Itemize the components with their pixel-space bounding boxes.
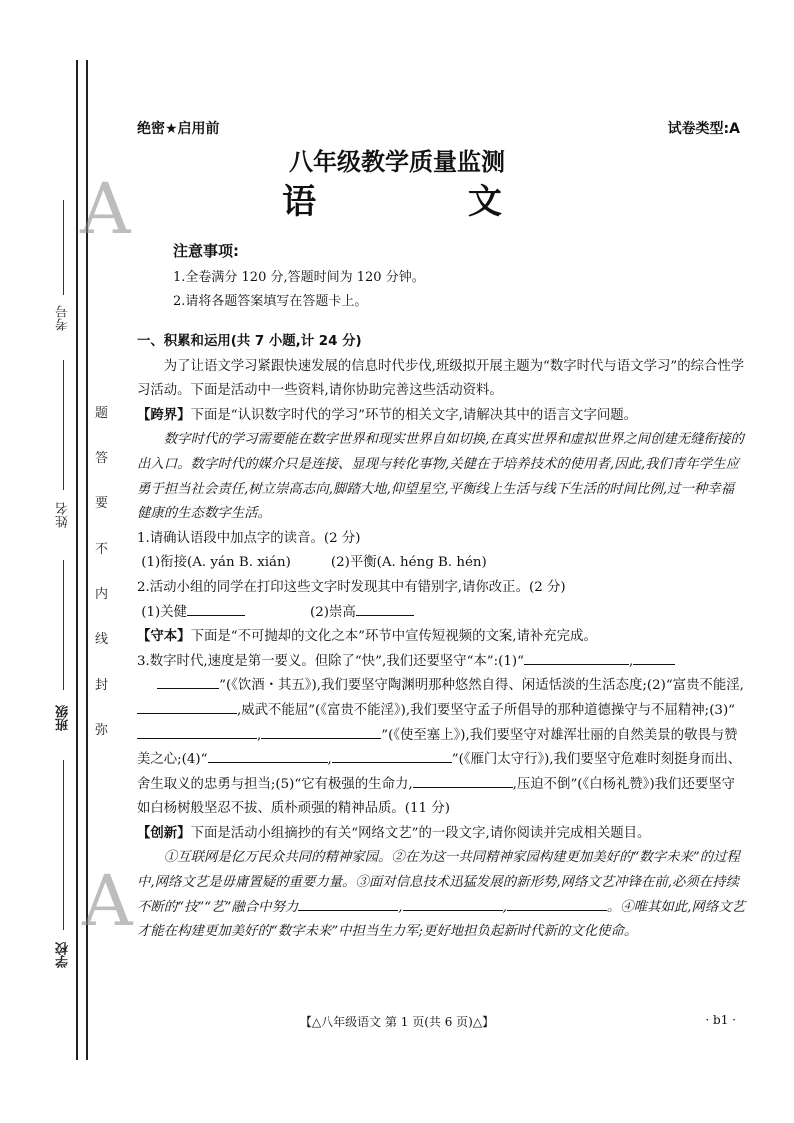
question-1: 1.请确认语段中加点字的读音。(2 分)	[137, 530, 361, 546]
subject-title: 语 文	[282, 182, 572, 222]
exam-no-label: 考号	[56, 305, 71, 331]
seal-char-6: 线	[95, 632, 109, 647]
passage-2-text-a: ①互联网是亿万民众共同的精神家园。②在为这一共同精神家园构建更加美好的“数字未来”的过程中,网络文艺是毋庸置疑的重要力量。③面对信息技术迅猛发展的新形势,网络文艺冲锋在前,必须在持续不断的“技”“艺”融合中努力	[137, 850, 740, 915]
q2-blank-1[interactable]	[187, 601, 245, 616]
part2-text: 下面是“不可抛却的文化之本”环节中宣传短视频的文案,请补充完成。	[190, 629, 597, 645]
part2-tag: 【守本】	[137, 629, 191, 645]
seal-char-3: 要	[95, 496, 109, 511]
page-title: 八年级教学质量监测	[289, 148, 505, 176]
q3-blank-2[interactable]	[633, 650, 675, 665]
part1-instruction	[137, 404, 747, 429]
q3-blank-1[interactable]	[524, 650, 629, 665]
name-label: 姓名	[56, 502, 71, 528]
class-label: 班级	[56, 705, 71, 731]
q3-blank-4[interactable]	[137, 724, 257, 739]
page-mark: · b1 ·	[705, 1013, 736, 1027]
question-content	[137, 330, 747, 945]
part3-tag: 【创新】	[137, 825, 191, 841]
page-footer: 【△八年级语文 第 1 页(共 6 页)△】	[299, 1015, 495, 1029]
part3-instruction	[137, 822, 747, 847]
q3-blank-5[interactable]	[261, 724, 381, 739]
school-line	[63, 760, 64, 930]
question-3: 3.数字时代,速度是第一要义。但除了“快”,我们还要坚守“本”:(1)“ , ”(《饮酒・其五》),我们要坚守陶渊明那种悠然自得、闲适恬淡的生活态度;(2)“富贵不能淫,,威武不能屈”(《富贵不能淫》),我们要坚守孟子所倡导的那种道德操守与不屈精神;(3)“, ”(《使至塞上》),我们要坚守对雄浑壮丽的自然美景的敬畏与赞美之心;(4)“ , ”(《雁门太守行》),我们要坚守危难时刻挺身而出、舍生取义的忠勇与担当;(5)“它有极强的生命力, ,压迫不倒”(《白杨礼赞》)我们还要坚守如白杨树般坚忍不拔、质朴顽强的精神品质。(11 分)	[137, 650, 747, 822]
part1-tag: 【跨界】	[137, 407, 191, 423]
q3-blank-6[interactable]	[208, 748, 328, 763]
part1-text: 下面是“认识数字时代的学习”环节的相关文字,请解决其中的语言文字问题。	[190, 407, 638, 423]
p2-blank-3[interactable]	[507, 896, 607, 911]
passage-1: 数字时代的学习需要能在数字世界和现实世界自如切换,在真实世界和虚拟世界之间创建无缝衔接的出入口。数字时代的媒介只是连接、显现与转化事物,关健在于培养技术的使用者,因此,我们青年学生应勇于担当社会责任,树立崇高志向,脚踏大地,仰望星空,平衡线上生活与线下生活的时间比例,过一种幸福健康的生态数字生活。	[137, 432, 744, 522]
seal-char-7: 封	[95, 678, 109, 693]
paper-type: 试卷类型:A	[667, 121, 740, 137]
notice-item-1: 1.全卷满分 120 分,答题时间为 120 分钟。	[173, 270, 425, 285]
q3-blank-3[interactable]	[137, 699, 237, 714]
watermark-a-bottom: A	[82, 860, 133, 942]
section-heading: 一、积累和运用(共 7 小题,计 24 分)	[137, 334, 362, 349]
school-label: 学校	[56, 942, 71, 968]
q3-text-a: 3.数字时代,速度是第一要义。但除了“快”,我们还要坚守“本”:(1)“	[137, 653, 524, 669]
seal-char-2: 答	[95, 451, 109, 466]
seal-char-8: 弥	[95, 723, 109, 738]
q2-option-1: (1)关健	[141, 604, 188, 620]
class-line	[63, 560, 64, 690]
question-1-options	[137, 551, 747, 576]
question-2-options	[137, 601, 747, 626]
passage-2: ①互联网是亿万民众共同的精神家园。②在为这一共同精神家园构建更加美好的“数字未来”的过程中,网络文艺是毋庸置疑的重要力量。③面对信息技术迅猛发展的新形势,网络文艺冲锋在前,必须在持续不断的“技”“艺”融合中努力 , , 。④唯其如此,网络文艺才能在构建更加美好的“数字未来”中担当生力军;更好地担负起新时代新的文化使命。	[137, 850, 745, 940]
notice-item-2: 2.请将各题答案填写在答题卡上。	[173, 294, 368, 309]
secret-label: 绝密★启用前	[137, 121, 220, 137]
seal-char-4: 不	[95, 542, 109, 557]
p2-blank-1[interactable]	[298, 896, 398, 911]
part2-instruction	[137, 625, 747, 650]
section-intro: 为了让语文学习紧跟快速发展的信息时代步伐,班级拟开展主题为“数字时代与语文学习”的综合性学习活动。下面是活动中一些资料,请你协助完善这些活动资料。	[137, 358, 745, 399]
seal-char-1: 题	[95, 406, 109, 421]
q2-blank-2[interactable]	[356, 601, 414, 616]
name-line	[63, 360, 64, 490]
q3-text-c: ,威武不能屈”(《富贵不能淫》),我们要坚守孟子所倡导的那种道德操守与不屈精神;(3)“	[237, 702, 736, 718]
passage-2-text-b: ④唯其如此,网络文艺才能在构建更加美好的“数字未来”中担当生力军;更好地担负起新时代新的文化使命。	[137, 899, 745, 940]
q3-text-f: ,压迫不倒”(《白杨礼赞》)我们还要坚守如白杨树般坚忍不拔、质朴顽强的精神品质。(11 分)	[137, 776, 736, 817]
q2-option-2: (2)崇高	[310, 604, 356, 620]
q3-blank-7[interactable]	[332, 748, 452, 763]
q3-blank-8[interactable]	[413, 773, 453, 788]
notice-heading: 注意事项:	[173, 242, 239, 260]
q3-text-b: ”(《饮酒・其五》),我们要坚守陶渊明那种悠然自得、闲适恬淡的生活态度;(2)“富贵不能淫,	[219, 678, 744, 694]
q3-blank-8b[interactable]	[453, 773, 513, 788]
q3-blank-2b[interactable]	[157, 674, 219, 689]
q3-text-e: ”(《雁门太守行》),我们要坚守危难时刻挺身而出、舍生取义的忠勇与担当;(5)“它有极强的生命力,	[137, 752, 742, 792]
q1-option-2: (2)平衡(A. héng B. hén)	[330, 555, 487, 571]
q1-option-1: (1)衔接(A. yán B. xián)	[141, 555, 291, 571]
q3-text-d: ”(《使至塞上》),我们要坚守对雄浑壮丽的自然美景的敬畏与赞美之心;(4)“	[137, 727, 738, 768]
p2-blank-2[interactable]	[403, 896, 503, 911]
question-2: 2.活动小组的同学在打印这些文字时发现其中有错别字,请你改正。(2 分)	[137, 579, 566, 595]
seal-char-5: 内	[95, 587, 109, 602]
watermark-a-top: A	[80, 168, 131, 250]
part3-text: 下面是活动小组摘抄的有关“网络文艺”的一段文字,请你阅读并完成相关题目。	[190, 825, 651, 841]
